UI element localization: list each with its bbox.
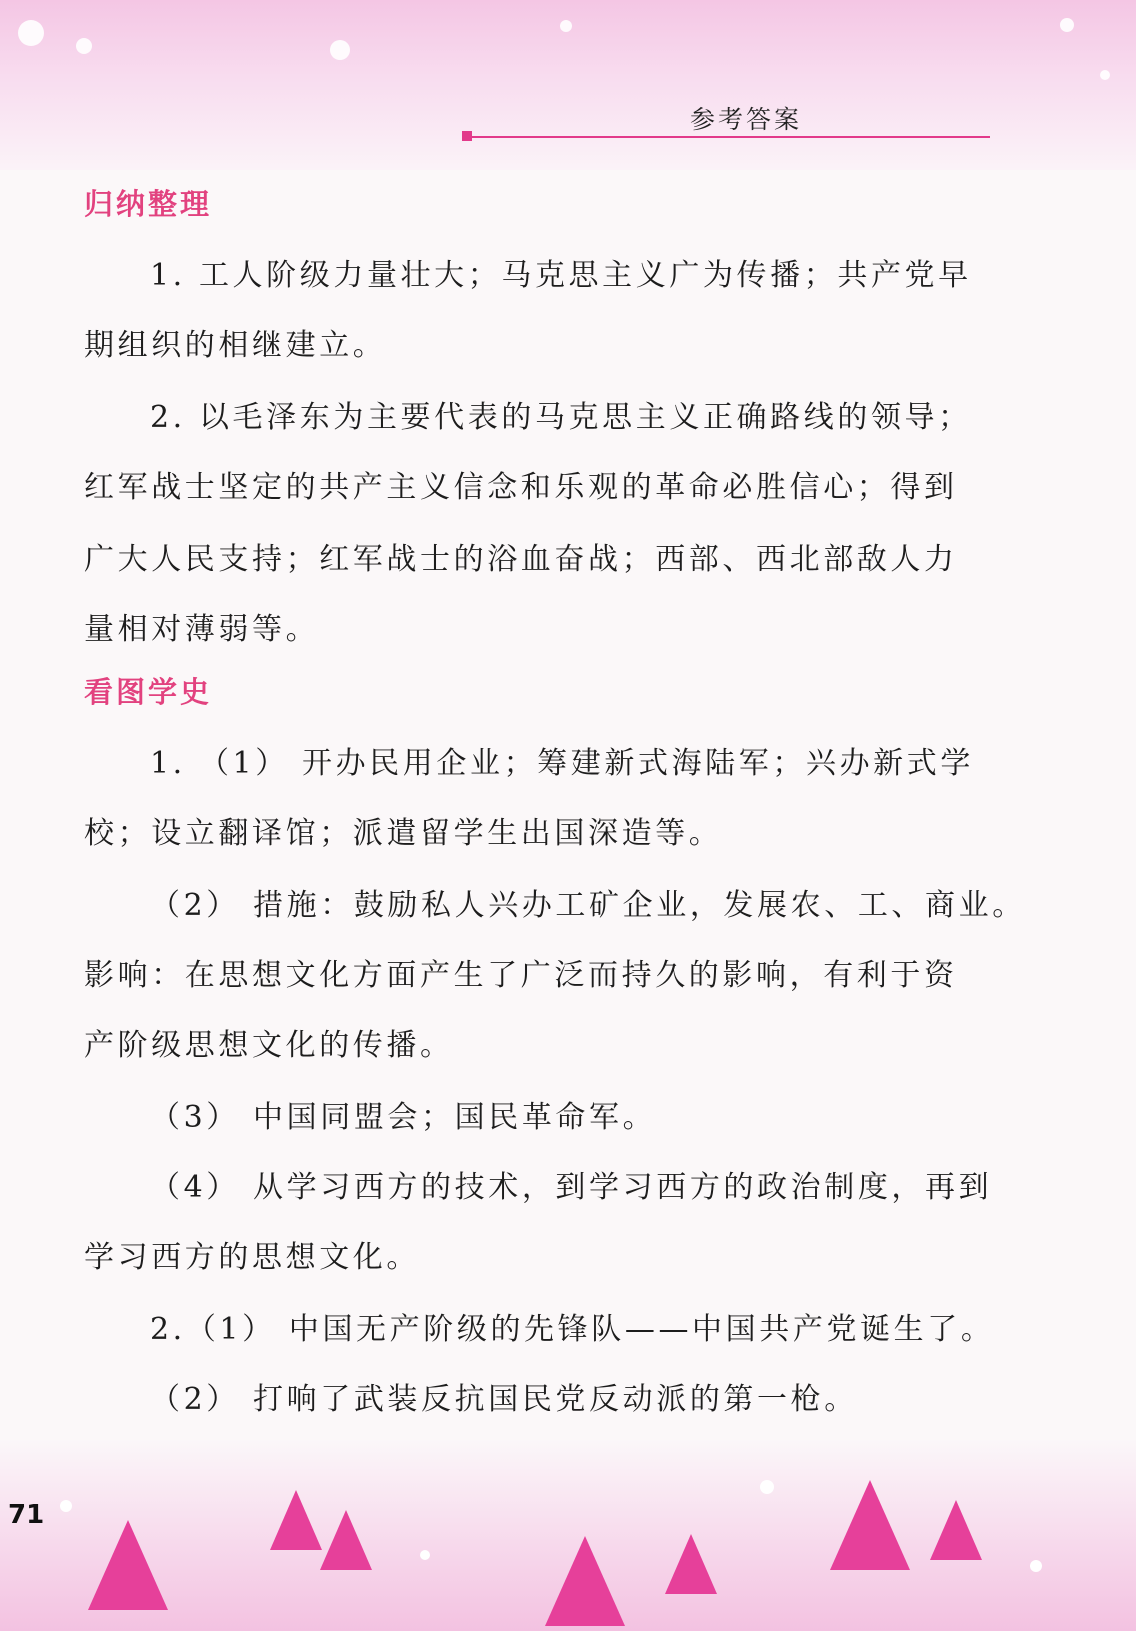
page-number: 71 <box>8 1500 45 1530</box>
section-title-kantu: 看图学史 <box>84 675 213 709</box>
header-rule <box>468 136 990 138</box>
tree-decoration <box>545 1536 625 1626</box>
tree-decoration <box>665 1534 717 1594</box>
answer-line: 校；设立翻译馆；派遣留学生出国深造等。 <box>84 816 723 851</box>
snowflake-decoration <box>1060 18 1074 32</box>
tree-decoration <box>830 1480 910 1570</box>
tree-decoration <box>930 1500 982 1560</box>
tree-decoration <box>88 1520 168 1610</box>
snowflake-decoration <box>18 20 44 46</box>
answer-line: （2） 打响了武装反抗国民党反动派的第一枪。 <box>150 1382 858 1417</box>
snowflake-decoration <box>420 1550 430 1560</box>
answer-line: 学习西方的思想文化。 <box>84 1240 420 1275</box>
tree-decoration <box>270 1490 322 1550</box>
section-title-guina: 归纳整理 <box>84 187 213 221</box>
answer-line: （2） 措施：鼓励私人兴办工矿企业，发展农、工、商业。 <box>150 888 1026 923</box>
answer-line: 1. （1） 开办民用企业；筹建新式海陆军；兴办新式学 <box>150 746 974 781</box>
snowflake-decoration <box>330 40 350 60</box>
answer-line: 产阶级思想文化的传播。 <box>84 1028 454 1063</box>
footer-decoration <box>0 1440 1136 1631</box>
snowflake-decoration <box>760 1480 774 1494</box>
answer-line: 广大人民支持；红军战士的浴血奋战；西部、西北部敌人力 <box>84 542 958 577</box>
snowflake-decoration <box>1030 1560 1042 1572</box>
answer-line: 1. 工人阶级力量壮大；马克思主义广为传播；共产党早 <box>150 258 972 293</box>
answer-line: 影响：在思想文化方面产生了广泛而持久的影响，有利于资 <box>84 958 958 993</box>
answer-line: 期组织的相继建立。 <box>84 328 387 363</box>
answer-line: 量相对薄弱等。 <box>84 612 320 647</box>
answer-line: （3） 中国同盟会；国民革命军。 <box>150 1100 657 1135</box>
answer-line: 红军战士坚定的共产主义信念和乐观的革命必胜信心；得到 <box>84 470 958 505</box>
answer-line: 2. 以毛泽东为主要代表的马克思主义正确路线的领导； <box>150 400 972 435</box>
header-decoration <box>0 0 1136 170</box>
tree-decoration <box>320 1510 372 1570</box>
snowflake-decoration <box>1100 70 1110 80</box>
snowflake-decoration <box>560 20 572 32</box>
snowflake-decoration <box>60 1500 72 1512</box>
answer-line: 2.（1） 中国无产阶级的先锋队——中国共产党诞生了。 <box>150 1312 995 1347</box>
answer-line: （4） 从学习西方的技术，到学习西方的政治制度，再到 <box>150 1170 993 1205</box>
header-title: 参考答案 <box>690 105 803 134</box>
snowflake-decoration <box>76 38 92 54</box>
